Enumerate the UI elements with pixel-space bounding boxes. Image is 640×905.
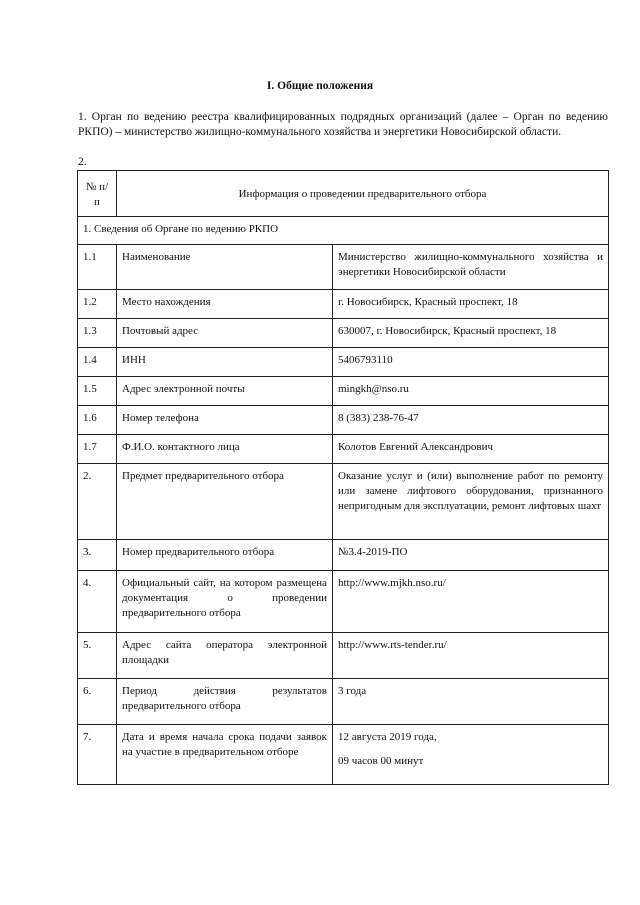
row-num: 1.7 — [78, 435, 117, 464]
start-time: 09 часов 00 минут — [338, 755, 424, 767]
row-label: Номер телефона — [117, 406, 333, 435]
row-label: Почтовый адрес — [117, 319, 333, 348]
table-row — [78, 319, 609, 348]
row-value: http://www.mjkh.nso.ru/ — [333, 571, 609, 633]
row-value: http://www.rts-tender.ru/ — [333, 633, 609, 679]
table-row — [78, 679, 609, 725]
row-num: 6. — [78, 679, 117, 725]
row-label: Место нахождения — [117, 290, 333, 319]
table-row — [78, 245, 609, 290]
row-num: 1.5 — [78, 377, 117, 406]
row-value: Колотов Евгений Александрович — [333, 435, 609, 464]
table-row — [78, 540, 609, 571]
row-value: 5406793110 — [333, 348, 609, 377]
paragraph-1: 1. Орган по ведению реестра квалифицированных подрядных организаций (далее – Орган по ведению РКПО) – министерство жилищно-коммунального хозяйства и энергетики Новосибирской области. — [78, 111, 608, 138]
row-value: 3 года — [333, 679, 609, 725]
start-date: 12 августа 2019 года, — [338, 731, 437, 743]
section-title: 1. Сведения об Органе по ведению РКПО — [78, 217, 609, 245]
row-value: 630007, г. Новосибирск, Красный проспект, 18 — [333, 319, 609, 348]
table-row — [78, 406, 609, 435]
row-value — [333, 725, 609, 785]
row-value: г. Новосибирск, Красный проспект, 18 — [333, 290, 609, 319]
row-num: 1.1 — [78, 245, 117, 290]
row-label: Официальный сайт, на котором размещена документация о проведении предварительного отбора — [117, 571, 333, 633]
section-row — [78, 217, 609, 245]
selection-info-table — [77, 170, 609, 785]
row-label: Номер предварительного отбора — [117, 540, 333, 571]
table-row — [78, 377, 609, 406]
row-num: 2. — [78, 464, 117, 540]
row-num: 3. — [78, 540, 117, 571]
row-label: Период действия результатов предварительного отбора — [117, 679, 333, 725]
row-num: 5. — [78, 633, 117, 679]
row-num: 1.6 — [78, 406, 117, 435]
row-label: Предмет предварительного отбора — [117, 464, 333, 540]
row-num: 1.3 — [78, 319, 117, 348]
row-num: 4. — [78, 571, 117, 633]
row-value: Министерство жилищно-коммунального хозяйства и энергетики Новосибирской области — [333, 245, 609, 290]
header-info: Информация о проведении предварительного отбора — [117, 171, 609, 217]
row-value: №3.4-2019-ПО — [333, 540, 609, 571]
table-row — [78, 348, 609, 377]
row-num: 1.2 — [78, 290, 117, 319]
row-label: Дата и время начала срока подачи заявок на участие в предварительном отборе — [117, 725, 333, 785]
row-value: Оказание услуг и (или) выполнение работ по ремонту или замене лифтового оборудования, признанного непригодным для эксплуатации, ремонт лифтовых шахт — [333, 464, 609, 540]
row-label: Ф.И.О. контактного лица — [117, 435, 333, 464]
row-label: Адрес сайта оператора электронной площадки — [117, 633, 333, 679]
table-row — [78, 571, 609, 633]
row-num: 7. — [78, 725, 117, 785]
table-row — [78, 290, 609, 319]
header-num: № п/п — [78, 171, 117, 217]
table-header-row — [78, 171, 609, 217]
table-row — [78, 435, 609, 464]
table-row — [78, 633, 609, 679]
row-num: 1.4 — [78, 348, 117, 377]
row-label: Наименование — [117, 245, 333, 290]
paragraph-2-number: 2. — [78, 156, 87, 168]
row-label: Адрес электронной почты — [117, 377, 333, 406]
row-value: 8 (383) 238-76-47 — [333, 406, 609, 435]
table-row — [78, 464, 609, 540]
section-heading: I. Общие положения — [266, 80, 374, 92]
row-value: mingkh@nso.ru — [333, 377, 609, 406]
row-label: ИНН — [117, 348, 333, 377]
table-row — [78, 725, 609, 785]
